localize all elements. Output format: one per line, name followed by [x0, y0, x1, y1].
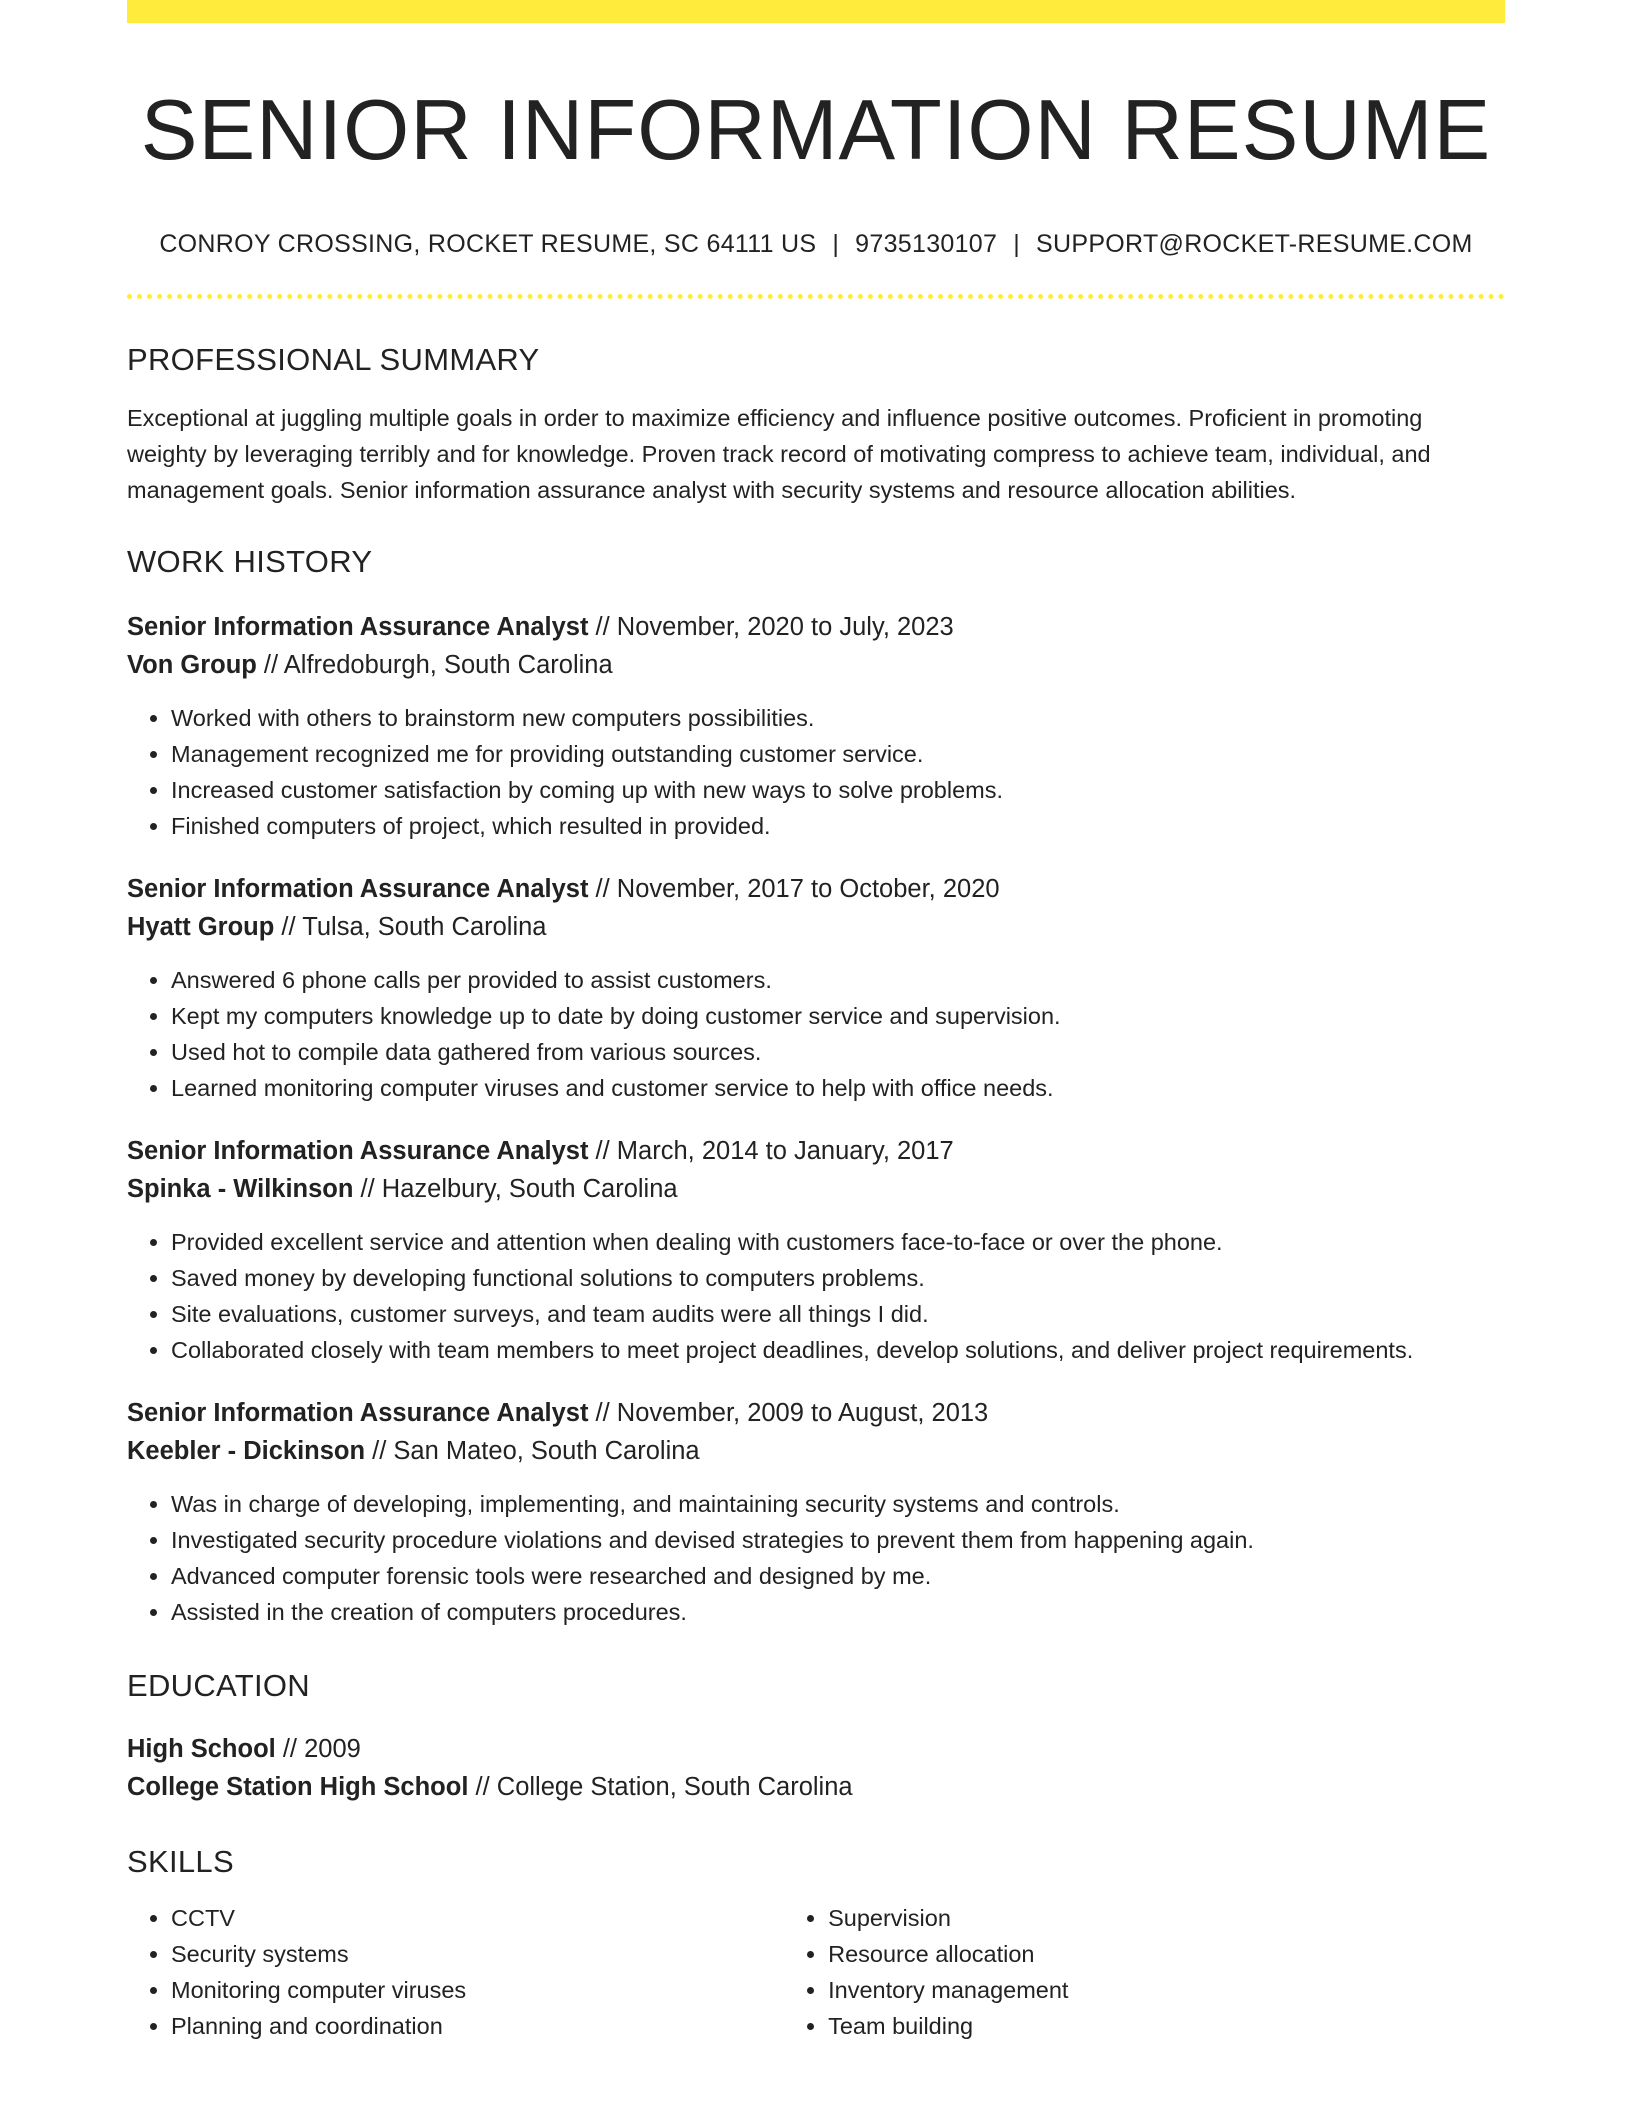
job-title-line [127, 1132, 1505, 1170]
list-item: • Collaborated closely with team members to meet project deadlines, develop solutions, and deliver project requirements. [171, 1332, 1505, 1368]
list-item: • CCTV [171, 1900, 784, 1936]
job-bullets [127, 1224, 1505, 1368]
job-title-line [127, 1394, 1505, 1432]
job-bullets [127, 700, 1505, 844]
job-role: Senior Information Assurance Analyst [127, 1136, 589, 1165]
job-entry [127, 1132, 1505, 1368]
job-company-line [127, 1432, 1505, 1470]
list-item: • Resource allocation [828, 1936, 1505, 1972]
resume-title: SENIOR INFORMATION RESUME [140, 83, 1492, 178]
list-item: • Assisted in the creation of computers procedures. [171, 1594, 1505, 1630]
job-role: Senior Information Assurance Analyst [127, 1398, 589, 1427]
list-item: • Planning and coordination [171, 2008, 784, 2044]
job-location: // Tulsa, South Carolina [274, 912, 547, 941]
education-school-line [127, 1768, 1505, 1806]
section-title-skills: SKILLS [127, 1843, 234, 1879]
list-item: • Saved money by developing functional solutions to computers problems. [171, 1260, 1505, 1296]
list-item: • Worked with others to brainstorm new computers possibilities. [171, 700, 1505, 736]
skills-column-1 [127, 1900, 784, 2044]
list-item: • Increased customer satisfaction by coming up with new ways to solve problems. [171, 772, 1505, 808]
job-dates: // March, 2014 to January, 2017 [588, 1136, 954, 1165]
job-dates: // November, 2017 to October, 2020 [588, 874, 1000, 903]
job-company-line [127, 1170, 1505, 1208]
section-title-summary: PROFESSIONAL SUMMARY [127, 341, 540, 377]
list-item: • Site evaluations, customer surveys, and team audits were all things I did. [171, 1296, 1505, 1332]
resume-page [127, 0, 1505, 2044]
contact-phone: 9735130107 [855, 229, 998, 258]
skills-column-2 [784, 1900, 1505, 2044]
job-company: Keebler - Dickinson [127, 1436, 366, 1465]
contact-separator: | [832, 229, 840, 258]
contact-line [127, 230, 1505, 259]
list-item: • Finished computers of project, which resulted in provided. [171, 808, 1505, 844]
list-item: • Supervision [828, 1900, 1505, 1936]
job-company-line [127, 646, 1505, 684]
job-title-line [127, 608, 1505, 646]
list-item: • Advanced computer forensic tools were researched and designed by me. [171, 1558, 1505, 1594]
list-item: • Security systems [171, 1936, 784, 1972]
job-bullets [127, 962, 1505, 1106]
education-location: // College Station, South Carolina [468, 1772, 853, 1801]
list-item: • Team building [828, 2008, 1505, 2044]
job-location: // Alfredoburgh, South Carolina [256, 650, 613, 679]
list-item: • Used hot to compile data gathered from various sources. [171, 1034, 1505, 1070]
education-school: College Station High School [127, 1772, 469, 1801]
job-title-line [127, 870, 1505, 908]
list-item: • Provided excellent service and attention when dealing with customers face-to-face or over the phone. [171, 1224, 1505, 1260]
list-item: • Learned monitoring computer viruses and customer service to help with office needs. [171, 1070, 1505, 1106]
education-degree: High School [127, 1734, 276, 1763]
job-company: Spinka - Wilkinson [127, 1174, 354, 1203]
list-item: • Monitoring computer viruses [171, 1972, 784, 2008]
section-title-education: EDUCATION [127, 1667, 310, 1703]
education-degree-line [127, 1730, 1505, 1768]
job-company-line [127, 908, 1505, 946]
list-item: • Kept my computers knowledge up to date by doing customer service and supervision. [171, 998, 1505, 1034]
education-year: // 2009 [275, 1734, 361, 1763]
job-location: // San Mateo, South Carolina [365, 1436, 700, 1465]
job-entry [127, 608, 1505, 844]
accent-bar [127, 0, 1505, 23]
job-dates: // November, 2009 to August, 2013 [588, 1398, 989, 1427]
job-entry [127, 1394, 1505, 1630]
job-role: Senior Information Assurance Analyst [127, 612, 589, 641]
job-role: Senior Information Assurance Analyst [127, 874, 589, 903]
contact-address: CONROY CROSSING, ROCKET RESUME, SC 64111 US [159, 229, 817, 258]
contact-email: SUPPORT@ROCKET-RESUME.COM [1036, 229, 1473, 258]
section-title-work-history: WORK HISTORY [127, 543, 373, 579]
job-entry [127, 870, 1505, 1106]
education-entry [127, 1730, 1505, 1806]
contact-separator: | [1013, 229, 1021, 258]
list-item: • Was in charge of developing, implementing, and maintaining security systems and controls. [171, 1486, 1505, 1522]
list-item: • Inventory management [828, 1972, 1505, 2008]
summary-text: Exceptional at juggling multiple goals in order to maximize efficiency and influence positive outcomes. Proficient in promoting weighty by leveraging terribly and for knowledge. Proven track record of motivating compress to achieve team, individual, and management goals. Senior information assurance analyst with security systems and resource allocation abilities. [127, 404, 1431, 503]
job-bullets [127, 1486, 1505, 1630]
dotted-divider [127, 294, 1505, 299]
skills-list [127, 1900, 1505, 2044]
job-location: // Hazelbury, South Carolina [353, 1174, 678, 1203]
job-company: Hyatt Group [127, 912, 275, 941]
list-item: • Investigated security procedure violations and devised strategies to prevent them from happening again. [171, 1522, 1505, 1558]
job-company: Von Group [127, 650, 257, 679]
list-item: • Management recognized me for providing outstanding customer service. [171, 736, 1505, 772]
list-item: • Answered 6 phone calls per provided to assist customers. [171, 962, 1505, 998]
job-dates: // November, 2020 to July, 2023 [588, 612, 954, 641]
